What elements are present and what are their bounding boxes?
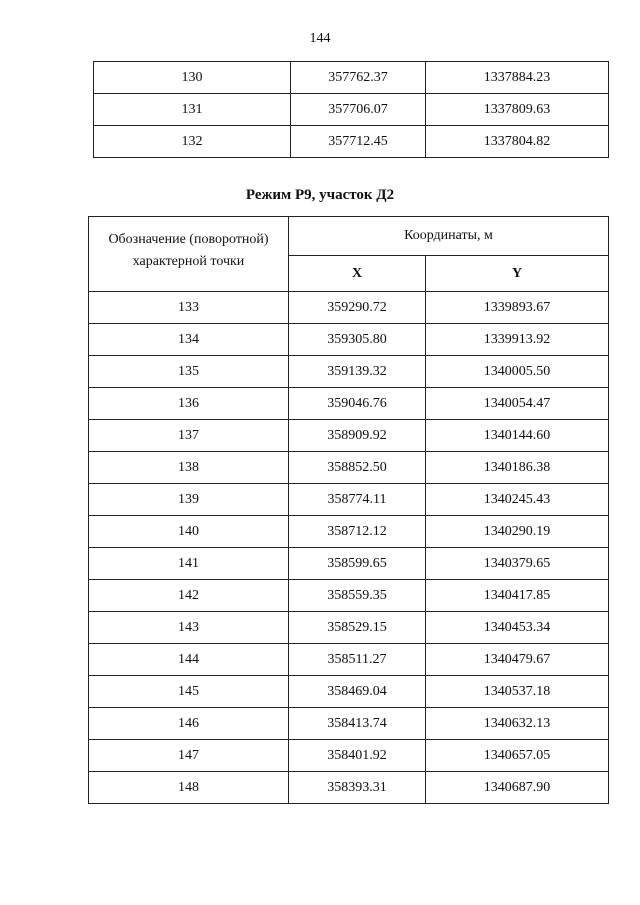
table-row <box>89 772 609 804</box>
coordinates-table-body <box>89 292 609 804</box>
table-row <box>89 292 609 324</box>
y-coordinate-cell: 1340005.50 <box>426 356 609 388</box>
point-number-cell: 144 <box>89 644 289 676</box>
point-number-cell: 145 <box>89 676 289 708</box>
x-coordinate-cell: 358393.31 <box>289 772 426 804</box>
x-coordinate-cell: 357762.37 <box>291 62 426 94</box>
x-coordinate-cell: 358529.15 <box>289 612 426 644</box>
y-coordinate-cell: 1339893.67 <box>426 292 609 324</box>
table-row <box>89 484 609 516</box>
y-coordinate-cell: 1340479.67 <box>426 644 609 676</box>
y-coordinate-cell: 1340453.34 <box>426 612 609 644</box>
table-row <box>89 516 609 548</box>
y-coordinate-cell: 1340687.90 <box>426 772 609 804</box>
point-number-cell: 139 <box>89 484 289 516</box>
y-coordinate-cell: 1337884.23 <box>426 62 609 94</box>
table-row <box>89 324 609 356</box>
y-coordinate-cell: 1340657.05 <box>426 740 609 772</box>
point-number-cell: 141 <box>89 548 289 580</box>
table-row <box>89 452 609 484</box>
x-coordinate-cell: 358413.74 <box>289 708 426 740</box>
section-title: Режим Р9, участок Д2 <box>245 187 395 203</box>
y-coordinate-cell: 1337809.63 <box>426 94 609 126</box>
x-coordinate-cell: 358401.92 <box>289 740 426 772</box>
x-coordinate-cell: 358774.11 <box>289 484 426 516</box>
point-number-cell: 136 <box>89 388 289 420</box>
table-row <box>89 612 609 644</box>
x-coordinate-cell: 358511.27 <box>289 644 426 676</box>
x-coordinate-cell: 357712.45 <box>291 126 426 158</box>
x-coordinate-cell: 358712.12 <box>289 516 426 548</box>
point-number-cell: 137 <box>89 420 289 452</box>
table-row <box>89 676 609 708</box>
point-number-cell: 148 <box>89 772 289 804</box>
point-number-cell: 135 <box>89 356 289 388</box>
table-row <box>89 740 609 772</box>
x-coordinate-cell: 359305.80 <box>289 324 426 356</box>
coordinates-header: Координаты, м <box>289 217 609 256</box>
y-coordinate-cell: 1340537.18 <box>426 676 609 708</box>
point-number-cell: 143 <box>89 612 289 644</box>
coordinates-table-continued <box>93 61 609 158</box>
table-row <box>94 126 609 158</box>
y-coordinate-cell: 1340245.43 <box>426 484 609 516</box>
table-row <box>89 356 609 388</box>
x-column-header: X <box>289 256 426 292</box>
y-coordinate-cell: 1340054.47 <box>426 388 609 420</box>
table-row <box>89 548 609 580</box>
x-coordinate-cell: 358469.04 <box>289 676 426 708</box>
x-coordinate-cell: 359290.72 <box>289 292 426 324</box>
table-row <box>94 62 609 94</box>
table-row <box>94 94 609 126</box>
x-coordinate-cell: 358599.65 <box>289 548 426 580</box>
y-coordinate-cell: 1340186.38 <box>426 452 609 484</box>
y-coordinate-cell: 1339913.92 <box>426 324 609 356</box>
point-number-cell: 130 <box>94 62 291 94</box>
coordinates-table <box>88 216 609 804</box>
x-coordinate-cell: 358852.50 <box>289 452 426 484</box>
x-coordinate-cell: 358559.35 <box>289 580 426 612</box>
y-coordinate-cell: 1340632.13 <box>426 708 609 740</box>
y-coordinate-cell: 1340417.85 <box>426 580 609 612</box>
y-coordinate-cell: 1340379.65 <box>426 548 609 580</box>
coordinates-table-header <box>89 217 609 292</box>
point-number-cell: 138 <box>89 452 289 484</box>
x-coordinate-cell: 357706.07 <box>291 94 426 126</box>
table-row <box>89 644 609 676</box>
point-number-cell: 146 <box>89 708 289 740</box>
point-number-cell: 134 <box>89 324 289 356</box>
y-coordinate-cell: 1337804.82 <box>426 126 609 158</box>
y-column-header: Y <box>426 256 609 292</box>
y-coordinate-cell: 1340290.19 <box>426 516 609 548</box>
point-number-cell: 142 <box>89 580 289 612</box>
table-row <box>89 388 609 420</box>
table-row <box>89 420 609 452</box>
table-row <box>89 708 609 740</box>
point-number-cell: 133 <box>89 292 289 324</box>
point-number-cell: 147 <box>89 740 289 772</box>
point-designation-header: Обозначение (поворотной) характерной точки <box>89 217 289 292</box>
x-coordinate-cell: 359139.32 <box>289 356 426 388</box>
point-number-cell: 140 <box>89 516 289 548</box>
x-coordinate-cell: 359046.76 <box>289 388 426 420</box>
y-coordinate-cell: 1340144.60 <box>426 420 609 452</box>
x-coordinate-cell: 358909.92 <box>289 420 426 452</box>
coordinates-table-continued-body <box>94 62 609 158</box>
point-number-cell: 132 <box>94 126 291 158</box>
table-row <box>89 580 609 612</box>
page-number: 144 <box>309 31 331 46</box>
point-number-cell: 131 <box>94 94 291 126</box>
